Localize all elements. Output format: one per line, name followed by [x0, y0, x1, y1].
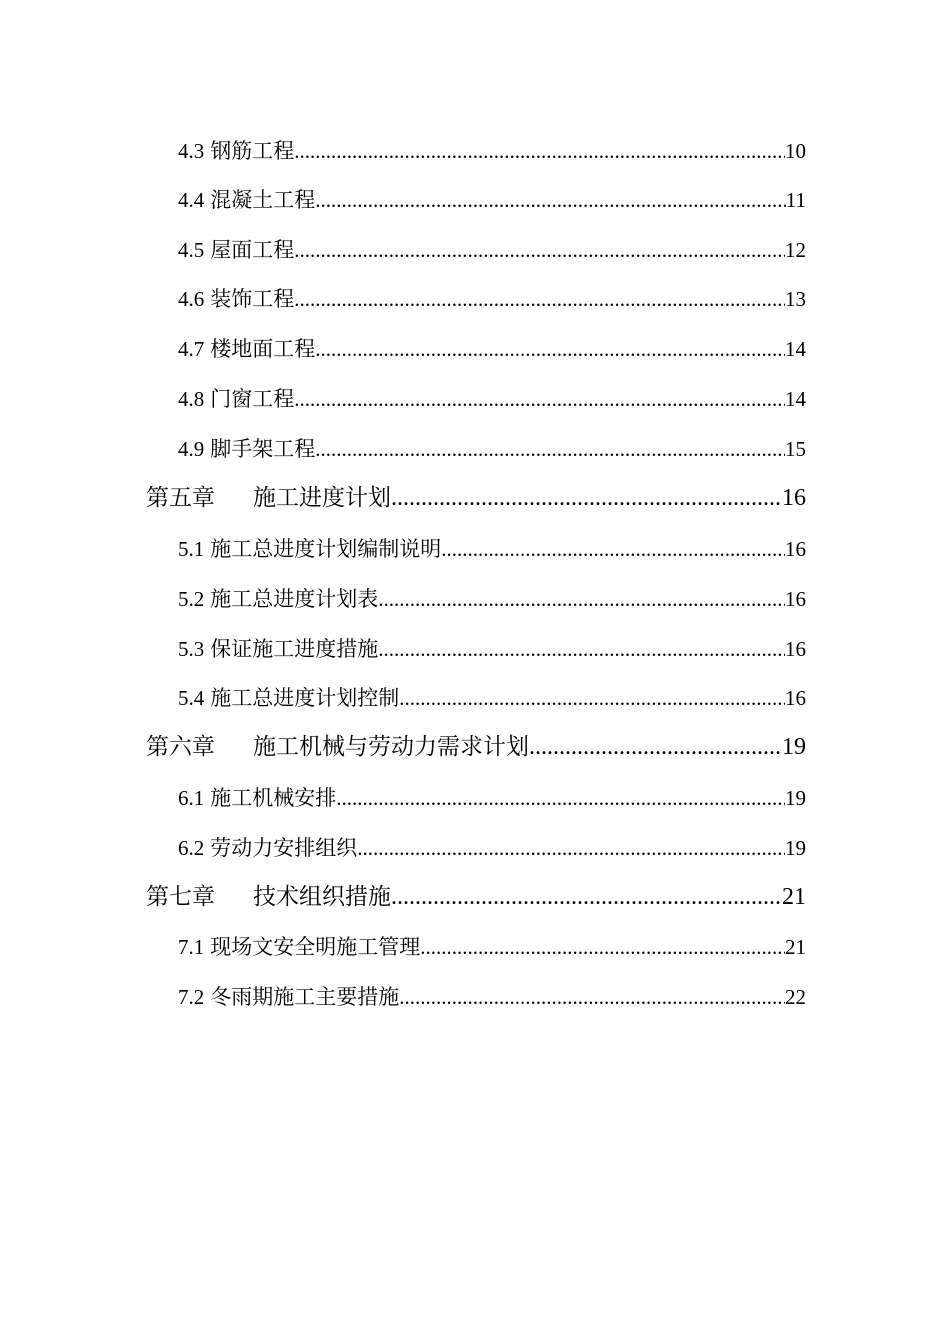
- toc-chapter-number: 第七章: [146, 884, 215, 910]
- toc-entry-4-9[interactable]: [178, 434, 806, 464]
- toc-dot-leader: [336, 783, 785, 813]
- toc-chapter-5[interactable]: [146, 481, 806, 515]
- toc-entry-title: 钢筋工程: [210, 139, 295, 163]
- toc-entry-4-3[interactable]: [178, 136, 806, 166]
- toc-entry-page: 22: [785, 985, 806, 1009]
- toc-dot-leader: [315, 334, 785, 364]
- toc-chapter-7[interactable]: [146, 880, 806, 914]
- toc-entry-number: 7.2: [178, 985, 205, 1009]
- toc-entry-page: 16: [785, 637, 806, 661]
- toc-dot-leader: [420, 932, 785, 962]
- toc-dot-leader: [294, 235, 785, 265]
- toc-dot-leader: [294, 384, 785, 414]
- toc-entry-title: 冬雨期施工主要措施: [210, 985, 400, 1009]
- toc-chapter-number: 第六章: [146, 734, 215, 760]
- toc-entry-number: 5.1: [178, 537, 205, 561]
- toc-dot-leader: [391, 481, 782, 515]
- toc-entry-number: 4.7: [178, 337, 205, 361]
- toc-dot-leader: [391, 880, 782, 914]
- toc-entry-page: 11: [785, 188, 806, 212]
- toc-entry-page: 16: [785, 686, 806, 710]
- toc-dot-leader: [378, 584, 785, 614]
- toc-entry-5-1[interactable]: [178, 534, 806, 564]
- toc-dot-leader: [357, 833, 785, 863]
- toc-entry-number: 4.8: [178, 387, 205, 411]
- toc-entry-number: 5.2: [178, 587, 205, 611]
- toc-entry-title: 门窗工程: [210, 387, 295, 411]
- toc-entry-number: 4.3: [178, 139, 205, 163]
- toc-entry-number: 7.1: [178, 935, 205, 959]
- toc-entry-page: 14: [785, 387, 806, 411]
- toc-entry-4-7[interactable]: [178, 334, 806, 364]
- toc-entry-4-8[interactable]: [178, 384, 806, 414]
- toc-entry-5-3[interactable]: [178, 634, 806, 664]
- toc-chapter-page: 19: [782, 734, 806, 760]
- toc-chapter-page: 21: [782, 884, 806, 910]
- toc-entry-4-4[interactable]: [178, 185, 806, 215]
- toc-entry-title: 劳动力安排组织: [210, 836, 358, 860]
- toc-entry-page: 13: [785, 287, 806, 311]
- toc-entry-number: 5.3: [178, 637, 205, 661]
- toc-entry-number: 4.9: [178, 437, 205, 461]
- toc-chapter-title: 施工机械与劳动力需求计划: [253, 734, 529, 760]
- toc-entry-number: 4.6: [178, 287, 205, 311]
- toc-dot-leader: [529, 730, 782, 764]
- toc-entry-page: 10: [785, 139, 806, 163]
- toc-entry-number: 6.1: [178, 786, 205, 810]
- toc-entry-title: 装饰工程: [210, 287, 295, 311]
- toc-entry-title: 现场文安全明施工管理: [210, 935, 421, 959]
- toc-entry-7-1[interactable]: [178, 932, 806, 962]
- toc-entry-title: 施工总进度计划表: [210, 587, 379, 611]
- toc-entry-title: 施工机械安排: [210, 786, 337, 810]
- toc-entry-page: 19: [785, 786, 806, 810]
- toc-entry-4-5[interactable]: [178, 235, 806, 265]
- toc-entry-number: 5.4: [178, 686, 205, 710]
- toc-dot-leader: [441, 534, 785, 564]
- toc-entry-number: 4.5: [178, 238, 205, 262]
- toc-chapter-number: 第五章: [146, 485, 215, 511]
- toc-entry-7-2[interactable]: [178, 982, 806, 1012]
- toc-entry-title: 施工总进度计划控制: [210, 686, 400, 710]
- toc-entry-title: 混凝土工程: [210, 188, 316, 212]
- toc-entry-page: 19: [785, 836, 806, 860]
- toc-chapter-6[interactable]: [146, 730, 806, 764]
- toc-dot-leader: [315, 434, 785, 464]
- toc-entry-page: 14: [785, 337, 806, 361]
- toc-dot-leader: [399, 683, 785, 713]
- toc-dot-leader: [294, 136, 785, 166]
- toc-entry-title: 保证施工进度措施: [210, 637, 379, 661]
- toc-chapter-page: 16: [782, 485, 806, 511]
- toc-entry-number: 6.2: [178, 836, 205, 860]
- toc-entry-title: 脚手架工程: [210, 437, 316, 461]
- toc-entry-title: 楼地面工程: [210, 337, 316, 361]
- toc-entry-page: 16: [785, 537, 806, 561]
- toc-entry-number: 4.4: [178, 188, 205, 212]
- toc-entry-page: 12: [785, 238, 806, 262]
- toc-entry-6-1[interactable]: [178, 783, 806, 813]
- toc-entry-page: 15: [785, 437, 806, 461]
- toc-entry-page: 21: [785, 935, 806, 959]
- toc-entry-4-6[interactable]: [178, 284, 806, 314]
- toc-entry-title: 施工总进度计划编制说明: [210, 537, 442, 561]
- toc-entry-6-2[interactable]: [178, 833, 806, 863]
- toc-entry-title: 屋面工程: [210, 238, 295, 262]
- toc-entry-page: 16: [785, 587, 806, 611]
- toc-dot-leader: [378, 634, 785, 664]
- toc-dot-leader: [399, 982, 785, 1012]
- toc-dot-leader: [315, 185, 786, 215]
- toc-chapter-title: 技术组织措施: [253, 884, 391, 910]
- toc-entry-5-2[interactable]: [178, 584, 806, 614]
- toc-chapter-title: 施工进度计划: [253, 485, 391, 511]
- toc-entry-5-4[interactable]: [178, 683, 806, 713]
- toc-dot-leader: [294, 284, 785, 314]
